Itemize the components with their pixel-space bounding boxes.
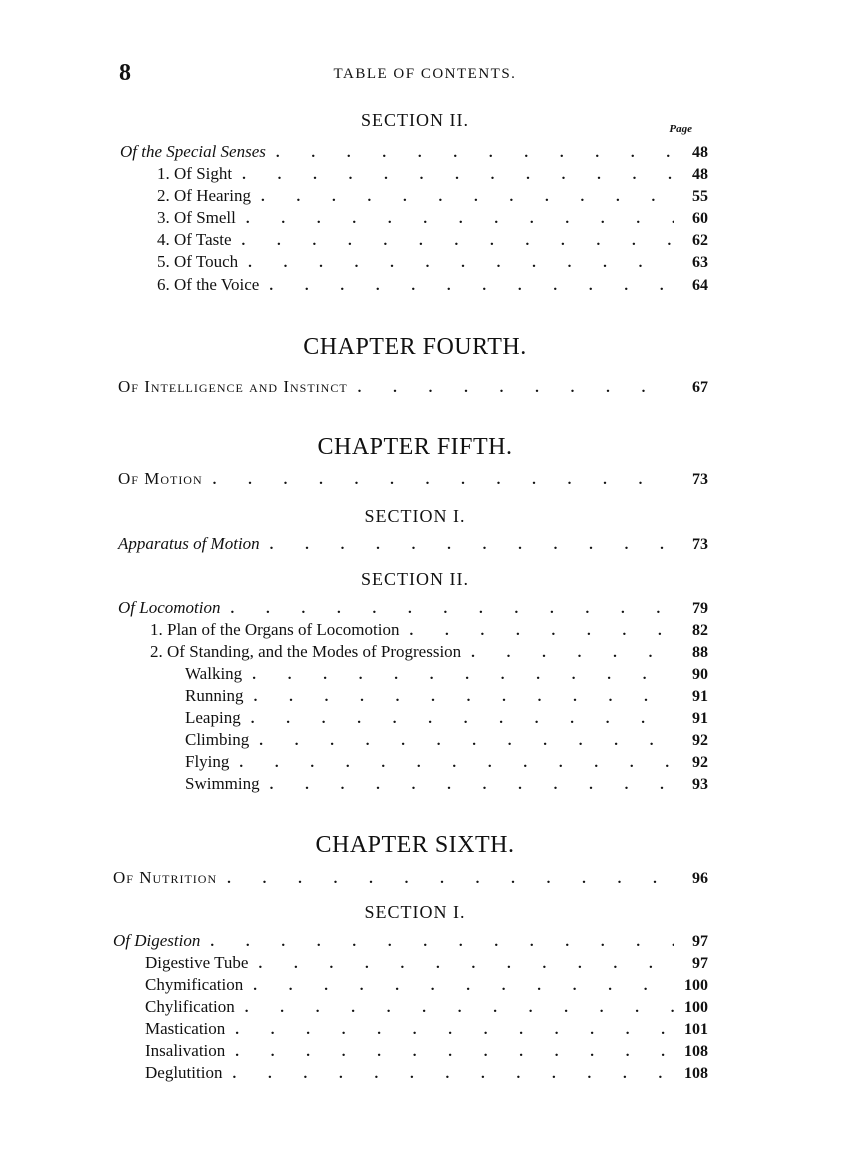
toc-page: 60	[692, 210, 708, 227]
leader-dots	[270, 538, 674, 553]
leader-dots	[254, 690, 674, 705]
toc-entry	[185, 752, 708, 772]
leader-dots	[235, 1045, 674, 1060]
section-heading: SECTION II.	[361, 110, 469, 130]
toc-entry	[157, 208, 708, 228]
toc-label: Of the Special Senses	[120, 142, 266, 161]
toc-entry	[118, 534, 708, 554]
toc-label: 3. Of Smell	[157, 208, 236, 227]
toc-label: Flying	[185, 752, 230, 771]
toc-page: 92	[692, 754, 708, 771]
toc-page: 97	[692, 955, 708, 972]
toc-label: Of Intelligence and Instinct	[118, 377, 348, 396]
toc-page: 100	[684, 999, 708, 1016]
toc-label: Climbing	[185, 730, 250, 749]
toc-page: 48	[692, 144, 708, 161]
toc-page: 108	[684, 1065, 708, 1082]
toc-label: 2. Of Hearing	[157, 186, 251, 205]
leader-dots	[259, 734, 674, 749]
leader-dots	[251, 712, 674, 727]
leader-dots	[246, 212, 674, 227]
toc-page: 67	[692, 379, 708, 396]
leader-dots	[471, 646, 674, 661]
toc-label: Insalivation	[145, 1041, 226, 1060]
toc-label: 1. Of Sight	[157, 164, 233, 183]
toc-entry	[150, 642, 708, 662]
toc-entry	[157, 230, 708, 250]
leader-dots	[235, 1023, 674, 1038]
toc-page: 101	[684, 1021, 708, 1038]
toc-page: 93	[692, 776, 708, 793]
toc-entry	[118, 598, 708, 618]
toc-entry	[113, 868, 708, 888]
page-column-label: Page	[669, 123, 692, 135]
toc-entry	[157, 164, 708, 184]
toc-entry	[185, 708, 708, 728]
leader-dots	[242, 168, 674, 183]
leader-dots	[261, 190, 674, 205]
toc-page: 79	[692, 600, 708, 617]
chapter-heading: CHAPTER SIXTH.	[315, 832, 515, 858]
leader-dots	[253, 979, 674, 994]
toc-label: 2. Of Standing, and the Modes of Progression	[150, 642, 462, 661]
leader-dots	[239, 756, 674, 771]
toc-label: Mastication	[145, 1019, 226, 1038]
toc-entry	[145, 1019, 708, 1039]
toc-page: 82	[692, 622, 708, 639]
running-head: TABLE OF CONTENTS.	[333, 66, 517, 82]
toc-page: 96	[692, 870, 708, 887]
toc-entry	[185, 774, 708, 794]
toc-page: 91	[692, 710, 708, 727]
toc-label: 1. Plan of the Organs of Locomotion	[150, 620, 400, 639]
leader-dots	[248, 256, 674, 271]
toc-page: 90	[692, 666, 708, 683]
toc-entry	[157, 252, 708, 272]
leader-dots	[358, 381, 674, 396]
leader-dots	[269, 279, 674, 294]
toc-label: Of Locomotion	[118, 598, 221, 617]
toc-label: Running	[185, 686, 244, 705]
leader-dots	[242, 234, 674, 249]
chapter-heading: CHAPTER FOURTH.	[303, 334, 527, 360]
leader-dots	[409, 624, 674, 639]
toc-entry	[185, 664, 708, 684]
toc-label: 6. Of the Voice	[157, 275, 260, 294]
leader-dots	[230, 602, 674, 617]
toc-label: Digestive Tube	[145, 953, 249, 972]
toc-page: 62	[692, 232, 708, 249]
toc-entry	[120, 142, 708, 162]
chapter-heading: CHAPTER FIFTH.	[317, 434, 513, 460]
toc-entry	[157, 275, 708, 295]
toc-entry	[145, 953, 708, 973]
leader-dots	[270, 778, 674, 793]
toc-entry	[113, 931, 708, 951]
toc-entry	[118, 377, 708, 397]
section-heading: SECTION II.	[361, 569, 469, 589]
toc-page: 100	[684, 977, 708, 994]
leader-dots	[232, 1067, 674, 1082]
toc-label: 4. Of Taste	[157, 230, 232, 249]
toc-label: Swimming	[185, 774, 260, 793]
leader-dots	[258, 957, 674, 972]
toc-page: 64	[692, 277, 708, 294]
section-heading: SECTION I.	[364, 902, 466, 922]
leader-dots	[227, 872, 674, 887]
toc-page: 55	[692, 188, 708, 205]
toc-page: 63	[692, 254, 708, 271]
section-heading: SECTION I.	[364, 506, 466, 526]
toc-label: Of Nutrition	[113, 868, 218, 887]
toc-entry	[145, 997, 708, 1017]
toc-label: Leaping	[185, 708, 241, 727]
toc-page: 97	[692, 933, 708, 950]
toc-label: Of Motion	[118, 469, 203, 488]
page-number: 8	[119, 60, 131, 86]
leader-dots	[276, 146, 674, 161]
toc-label: Chylification	[145, 997, 235, 1016]
toc-page: 48	[692, 166, 708, 183]
toc-label: 5. Of Touch	[157, 252, 239, 271]
toc-page: 92	[692, 732, 708, 749]
toc-page: 73	[692, 536, 708, 553]
toc-entry	[150, 620, 708, 640]
toc-entry	[157, 186, 708, 206]
toc-label: Chymification	[145, 975, 244, 994]
toc-page: 73	[692, 471, 708, 488]
toc-label: Deglutition	[145, 1063, 223, 1082]
toc-entry	[145, 1041, 708, 1061]
leader-dots	[213, 473, 674, 488]
leader-dots	[210, 935, 674, 950]
toc-entry	[145, 975, 708, 995]
leader-dots	[252, 668, 674, 683]
toc-entry	[185, 730, 708, 750]
toc-page: 108	[684, 1043, 708, 1060]
toc-label: Walking	[185, 664, 243, 683]
leader-dots	[245, 1001, 674, 1016]
toc-page: 88	[692, 644, 708, 661]
toc-entry	[185, 686, 708, 706]
toc-label: Apparatus of Motion	[118, 534, 260, 553]
toc-page: 91	[692, 688, 708, 705]
toc-label: Of Digestion	[113, 931, 201, 950]
toc-entry	[145, 1063, 708, 1083]
toc-entry	[118, 469, 708, 489]
